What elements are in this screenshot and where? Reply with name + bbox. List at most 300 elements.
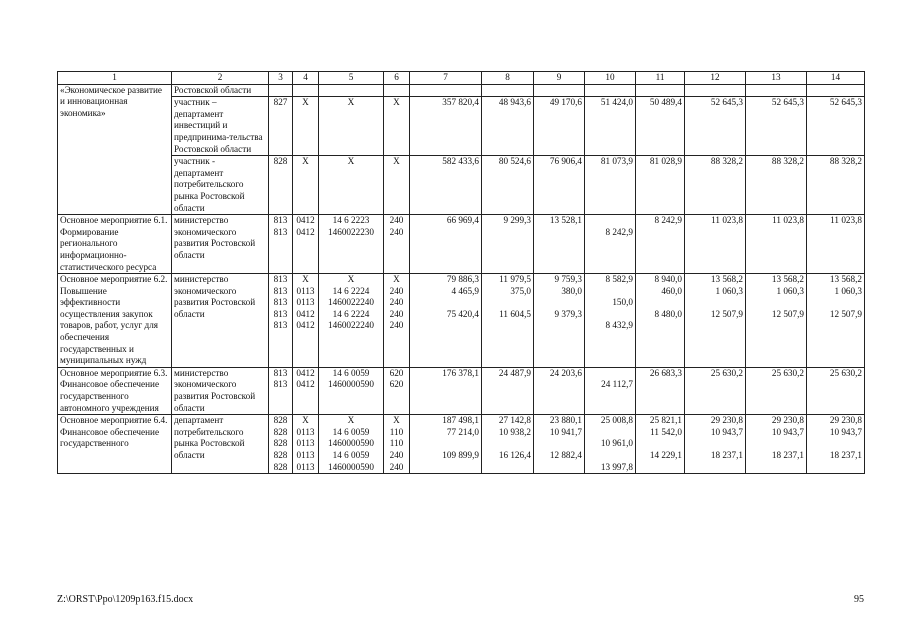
cell-c12 [685, 274, 746, 368]
cell-c5 [319, 274, 384, 368]
measure-name: Основное мероприятие 6.4. Финансовое обеспечение государственного [58, 415, 172, 474]
cell-c5 [319, 156, 384, 215]
cell-value: 1460022240 [328, 320, 374, 331]
cell-c11 [636, 97, 685, 156]
cell-value [484, 320, 531, 332]
cell-value: 813 [273, 297, 288, 308]
cell-c10 [585, 84, 636, 97]
cell-value: 10 943,7 [771, 426, 804, 437]
cell-value [687, 297, 743, 309]
cell-value: 77 214,0 [446, 426, 479, 437]
cell-c4 [293, 156, 319, 215]
column-number: 13 [746, 72, 807, 85]
cell-value: 9 379,3 [554, 308, 582, 319]
cell-c3 [269, 97, 293, 156]
table-row [58, 415, 865, 474]
cell-c3 [269, 367, 293, 414]
cell-value: 827 [273, 97, 288, 108]
cell-value: 25 630,2 [710, 367, 743, 378]
cell-value [587, 85, 633, 97]
cell-value: 10 941,7 [549, 426, 582, 437]
cell-value [587, 286, 633, 298]
cell-value: X [347, 156, 355, 167]
cell-value [809, 462, 862, 474]
cell-value: 88 328,2 [771, 156, 804, 167]
cell-value: 1 060,3 [776, 285, 804, 296]
cell-c7 [410, 367, 482, 414]
cell-c7 [410, 97, 482, 156]
cell-value: 13 568,2 [829, 274, 862, 285]
cell-value: 18 237,1 [829, 450, 862, 460]
cell-value: 11 023,8 [830, 215, 862, 226]
cell-value: 620 [389, 379, 404, 390]
cell-value: 25 630,2 [771, 367, 804, 378]
cell-value: 813 [273, 285, 288, 296]
cell-value: 12 507,9 [829, 308, 862, 319]
cell-value: 24 112,7 [601, 379, 633, 390]
cell-value: 23 880,1 [549, 415, 582, 426]
cell-value [809, 379, 862, 391]
cell-value [748, 379, 804, 391]
cell-c11 [636, 84, 685, 97]
cell-value [809, 320, 862, 332]
cell-c8 [482, 215, 534, 274]
cell-value: 828 [273, 415, 288, 426]
cell-value: 11 542,0 [650, 426, 682, 437]
cell-value: 29 230,8 [710, 415, 743, 426]
cell-c14 [807, 97, 865, 156]
cell-value: 1460022230 [328, 226, 374, 237]
cell-value [748, 438, 804, 450]
cell-value: X [347, 415, 355, 426]
cell-value: 0412 [296, 215, 315, 226]
cell-value: 150,0 [612, 297, 633, 308]
executor-name: департамент потребительского рынка Ростовской области [172, 415, 269, 474]
cell-value: 8 582,9 [605, 274, 633, 285]
cell-value: 813 [273, 226, 288, 237]
cell-value [748, 85, 804, 97]
cell-value: 29 230,8 [829, 415, 862, 426]
cell-c12 [685, 156, 746, 215]
column-number: 9 [534, 72, 585, 85]
cell-value [386, 85, 407, 97]
cell-value: 375,0 [510, 285, 531, 296]
cell-value: 1 060,3 [715, 285, 743, 296]
cell-c10 [585, 215, 636, 274]
cell-value: 828 [273, 450, 288, 460]
cell-c8 [482, 97, 534, 156]
cell-c9 [534, 97, 585, 156]
cell-value [484, 85, 531, 97]
cell-value [687, 462, 743, 474]
cell-value [748, 227, 804, 239]
cell-value: 1460000590 [328, 461, 374, 472]
cell-c14 [807, 156, 865, 215]
cell-c12 [685, 215, 746, 274]
cell-value: 50 489,4 [649, 97, 682, 108]
cell-c8 [482, 156, 534, 215]
cell-c11 [636, 156, 685, 215]
cell-value: 813 [273, 320, 288, 331]
cell-value: 0412 [296, 226, 315, 237]
cell-value [748, 297, 804, 309]
cell-value: 11 023,8 [772, 215, 804, 226]
cell-c7 [410, 156, 482, 215]
cell-value: 240 [389, 461, 404, 472]
executor-name: министерство экономического развития Ростовской области [172, 274, 269, 368]
cell-value: 828 [273, 438, 288, 449]
header-row [58, 72, 865, 85]
cell-value: 582 433,6 [442, 156, 479, 167]
cell-value [687, 85, 743, 97]
cell-c5 [319, 84, 384, 97]
cell-value [587, 309, 633, 321]
cell-value: X [347, 97, 355, 108]
cell-value: 13 568,2 [710, 274, 743, 285]
cell-value [687, 227, 743, 239]
cell-value: 380,0 [561, 285, 582, 296]
cell-value [587, 427, 633, 439]
cell-value: 240 [389, 285, 404, 296]
cell-value: 0412 [296, 320, 315, 331]
cell-c9 [534, 415, 585, 474]
cell-value: 1 060,3 [834, 285, 862, 296]
cell-value: 1460000590 [328, 379, 374, 390]
cell-c14 [807, 215, 865, 274]
executor-name: участник - департамент потребительского рынка Ростовской области [172, 156, 269, 215]
column-number: 3 [269, 72, 293, 85]
cell-value [809, 227, 862, 239]
column-number: 8 [482, 72, 534, 85]
cell-c7 [410, 84, 482, 97]
cell-c12 [685, 84, 746, 97]
cell-value: X [393, 274, 400, 285]
cell-value: 8 940,0 [654, 274, 682, 285]
cell-value [687, 320, 743, 332]
cell-c13 [746, 84, 807, 97]
cell-value: 813 [273, 274, 288, 285]
cell-c4 [293, 97, 319, 156]
cell-value [484, 227, 531, 239]
cell-c13 [746, 215, 807, 274]
cell-c9 [534, 367, 585, 414]
cell-value: 0412 [296, 308, 315, 319]
cell-value [536, 462, 582, 474]
cell-value: 14 6 0059 [332, 426, 370, 437]
cell-c6 [384, 215, 410, 274]
cell-value: 8 242,9 [654, 215, 682, 226]
cell-value [484, 297, 531, 309]
cell-value: 13 568,2 [771, 274, 804, 285]
cell-value [748, 462, 804, 474]
cell-c8 [482, 367, 534, 414]
executor-name: министерство экономического развития Ростовской области [172, 367, 269, 414]
file-path: Z:\ORST\Ppo\1209p163.f15.docx [57, 594, 194, 605]
cell-c6 [384, 274, 410, 368]
cell-value [536, 297, 582, 309]
column-number: 6 [384, 72, 410, 85]
cell-value [484, 438, 531, 450]
column-number: 11 [636, 72, 685, 85]
cell-value: 24 487,9 [498, 367, 531, 378]
cell-value: 240 [389, 297, 404, 308]
cell-value: 109 899,9 [442, 450, 479, 460]
table-row [58, 97, 865, 156]
measure-name: Основное мероприятие 6.1. Формирование регионального информационно-статистического ресурса [58, 215, 172, 274]
cell-value: 49 170,6 [549, 97, 582, 108]
cell-c11 [636, 415, 685, 474]
cell-value: 52 645,3 [710, 97, 743, 108]
cell-value: 13 528,1 [549, 215, 582, 226]
table-row [58, 367, 865, 414]
cell-value: 13 997,8 [600, 461, 633, 472]
column-number: 5 [319, 72, 384, 85]
cell-value [587, 368, 633, 380]
cell-value: 240 [389, 320, 404, 331]
cell-value: 460,0 [661, 285, 682, 296]
cell-value: 176 378,1 [442, 367, 479, 378]
cell-value: 24 203,6 [549, 367, 582, 378]
cell-value: X [393, 415, 400, 426]
cell-c4 [293, 84, 319, 97]
cell-value: 18 237,1 [710, 450, 743, 460]
cell-value: 8 242,9 [605, 226, 633, 237]
measure-name: «Экономическое развитие и инновационная экономика» [58, 84, 172, 215]
cell-c9 [534, 84, 585, 97]
cell-value [412, 320, 479, 332]
cell-value [587, 450, 633, 462]
measure-name: Основное мероприятие 6.3. Финансовое обеспечение государственного автономного учреждения [58, 367, 172, 414]
cell-value [412, 462, 479, 474]
budget-table [57, 71, 865, 474]
cell-value [412, 227, 479, 239]
cell-value: 18 237,1 [771, 450, 804, 460]
cell-c11 [636, 274, 685, 368]
cell-value: 9 759,3 [554, 274, 582, 285]
cell-value: 240 [389, 308, 404, 319]
cell-value: 66 969,4 [446, 215, 479, 226]
cell-value: 240 [389, 215, 404, 226]
cell-c4 [293, 367, 319, 414]
cell-c12 [685, 415, 746, 474]
table-row [58, 156, 865, 215]
cell-value: 25 008,8 [600, 415, 633, 426]
cell-value: 828 [273, 461, 288, 472]
cell-value [687, 438, 743, 450]
cell-value: 813 [273, 367, 288, 378]
cell-value: 26 683,3 [649, 367, 682, 378]
cell-value: 88 328,2 [829, 156, 862, 167]
cell-c10 [585, 415, 636, 474]
cell-value: 0113 [296, 461, 315, 472]
cell-value: 1460000590 [328, 438, 374, 449]
cell-c13 [746, 367, 807, 414]
cell-value: 79 886,3 [446, 274, 479, 285]
cell-c8 [482, 415, 534, 474]
executor-name: министерство экономического развития Ростовской области [172, 215, 269, 274]
cell-value: 76 906,4 [549, 156, 582, 167]
cell-value: 357 820,4 [442, 97, 479, 108]
cell-value [536, 438, 582, 450]
cell-c5 [319, 367, 384, 414]
cell-c7 [410, 274, 482, 368]
cell-c5 [319, 415, 384, 474]
cell-value: 29 230,8 [771, 415, 804, 426]
column-number: 12 [685, 72, 746, 85]
cell-value: 51 424,0 [600, 97, 633, 108]
cell-value: 828 [273, 156, 288, 167]
cell-value [638, 320, 682, 332]
cell-value [638, 438, 682, 450]
cell-value: 14 229,1 [649, 450, 682, 460]
cell-value: 0113 [296, 450, 315, 460]
cell-c9 [534, 215, 585, 274]
cell-value [412, 438, 479, 450]
cell-value: 75 420,4 [446, 308, 479, 319]
cell-value: 11 979,5 [499, 274, 531, 285]
cell-c13 [746, 415, 807, 474]
cell-value: 620 [389, 367, 404, 378]
cell-value: 0113 [296, 285, 315, 296]
cell-c14 [807, 367, 865, 414]
cell-c7 [410, 215, 482, 274]
cell-value [321, 85, 381, 97]
cell-value: 11 023,8 [711, 215, 743, 226]
cell-value: 0113 [296, 426, 315, 437]
cell-value: 48 943,6 [498, 97, 531, 108]
cell-c10 [585, 156, 636, 215]
table-row [58, 274, 865, 368]
cell-value [638, 85, 682, 97]
cell-c6 [384, 367, 410, 414]
cell-c8 [482, 274, 534, 368]
cell-value: 1460022240 [328, 297, 374, 308]
cell-c3 [269, 215, 293, 274]
cell-value [809, 438, 862, 450]
cell-value: 10 938,2 [498, 426, 531, 437]
cell-value [412, 85, 479, 97]
executor-name: Ростовской области [172, 84, 269, 97]
cell-value: X [393, 156, 400, 167]
cell-c14 [807, 415, 865, 474]
cell-c6 [384, 156, 410, 215]
cell-value: 10 961,0 [600, 438, 633, 449]
cell-c10 [585, 97, 636, 156]
executor-name: участник – департамент инвестиций и предпринима-тельства Ростовской области [172, 97, 269, 156]
column-number: 14 [807, 72, 865, 85]
cell-c9 [534, 274, 585, 368]
cell-c12 [685, 97, 746, 156]
cell-value: 0412 [296, 379, 315, 390]
cell-value: 25 630,2 [829, 367, 862, 378]
cell-value: 14 6 2224 [332, 285, 370, 296]
table-row [58, 215, 865, 274]
cell-value: 14 6 2224 [332, 308, 370, 319]
cell-value: 16 126,4 [498, 450, 531, 460]
cell-value: 828 [273, 426, 288, 437]
cell-value: 4 465,9 [451, 285, 479, 296]
cell-value: 14 6 0059 [332, 450, 370, 460]
cell-c6 [384, 97, 410, 156]
cell-value: 187 498,1 [442, 415, 479, 426]
cell-value: 11 604,5 [499, 308, 531, 319]
cell-value [748, 320, 804, 332]
cell-value: 14 6 0059 [332, 367, 370, 378]
cell-value: 25 821,1 [649, 415, 682, 426]
cell-value: 110 [389, 426, 404, 437]
cell-value: 813 [273, 215, 288, 226]
cell-value: 8 432,9 [605, 320, 633, 331]
cell-value: 14 6 2223 [332, 215, 370, 226]
cell-value: X [393, 97, 400, 108]
cell-c11 [636, 215, 685, 274]
cell-c11 [636, 367, 685, 414]
cell-value: 0113 [296, 297, 315, 308]
cell-value: 0113 [296, 438, 315, 449]
cell-value: X [347, 274, 355, 285]
cell-value: 110 [389, 438, 404, 449]
cell-c4 [293, 215, 319, 274]
table-row [58, 84, 865, 97]
cell-c6 [384, 84, 410, 97]
cell-value: 9 299,3 [503, 215, 531, 226]
cell-value: 0412 [296, 367, 315, 378]
cell-value [638, 462, 682, 474]
column-number: 1 [58, 72, 172, 85]
cell-value: 10 943,7 [829, 426, 862, 437]
cell-value [295, 85, 316, 97]
cell-value: 52 645,3 [771, 97, 804, 108]
cell-value [638, 297, 682, 309]
cell-value [484, 462, 531, 474]
cell-c3 [269, 84, 293, 97]
cell-c14 [807, 274, 865, 368]
cell-value [536, 227, 582, 239]
cell-value [536, 379, 582, 391]
cell-c5 [319, 215, 384, 274]
cell-value [638, 379, 682, 391]
cell-value: X [302, 415, 309, 426]
column-number: 2 [172, 72, 269, 85]
cell-value: 12 507,9 [710, 308, 743, 319]
column-number: 4 [293, 72, 319, 85]
cell-value [687, 379, 743, 391]
cell-value: 8 480,0 [654, 308, 682, 319]
cell-value [412, 297, 479, 309]
cell-value: X [302, 156, 309, 167]
cell-c3 [269, 415, 293, 474]
cell-value: X [302, 97, 309, 108]
cell-value: 240 [389, 226, 404, 237]
cell-value: 10 943,7 [710, 426, 743, 437]
cell-c7 [410, 415, 482, 474]
cell-value: X [302, 274, 309, 285]
measure-name: Основное мероприятие 6.2. Повышение эффективности осуществления закупок товаров, работ, услуг для обеспечения государственных и муниципальных нужд [58, 274, 172, 368]
cell-c12 [685, 367, 746, 414]
cell-value [638, 227, 682, 239]
cell-c9 [534, 156, 585, 215]
cell-value [484, 379, 531, 391]
cell-value [587, 215, 633, 227]
cell-value: 80 524,6 [498, 156, 531, 167]
column-number: 7 [410, 72, 482, 85]
cell-value [271, 85, 290, 97]
cell-c13 [746, 156, 807, 215]
cell-value: 81 028,9 [649, 156, 682, 167]
cell-c10 [585, 274, 636, 368]
cell-c4 [293, 274, 319, 368]
cell-c3 [269, 156, 293, 215]
